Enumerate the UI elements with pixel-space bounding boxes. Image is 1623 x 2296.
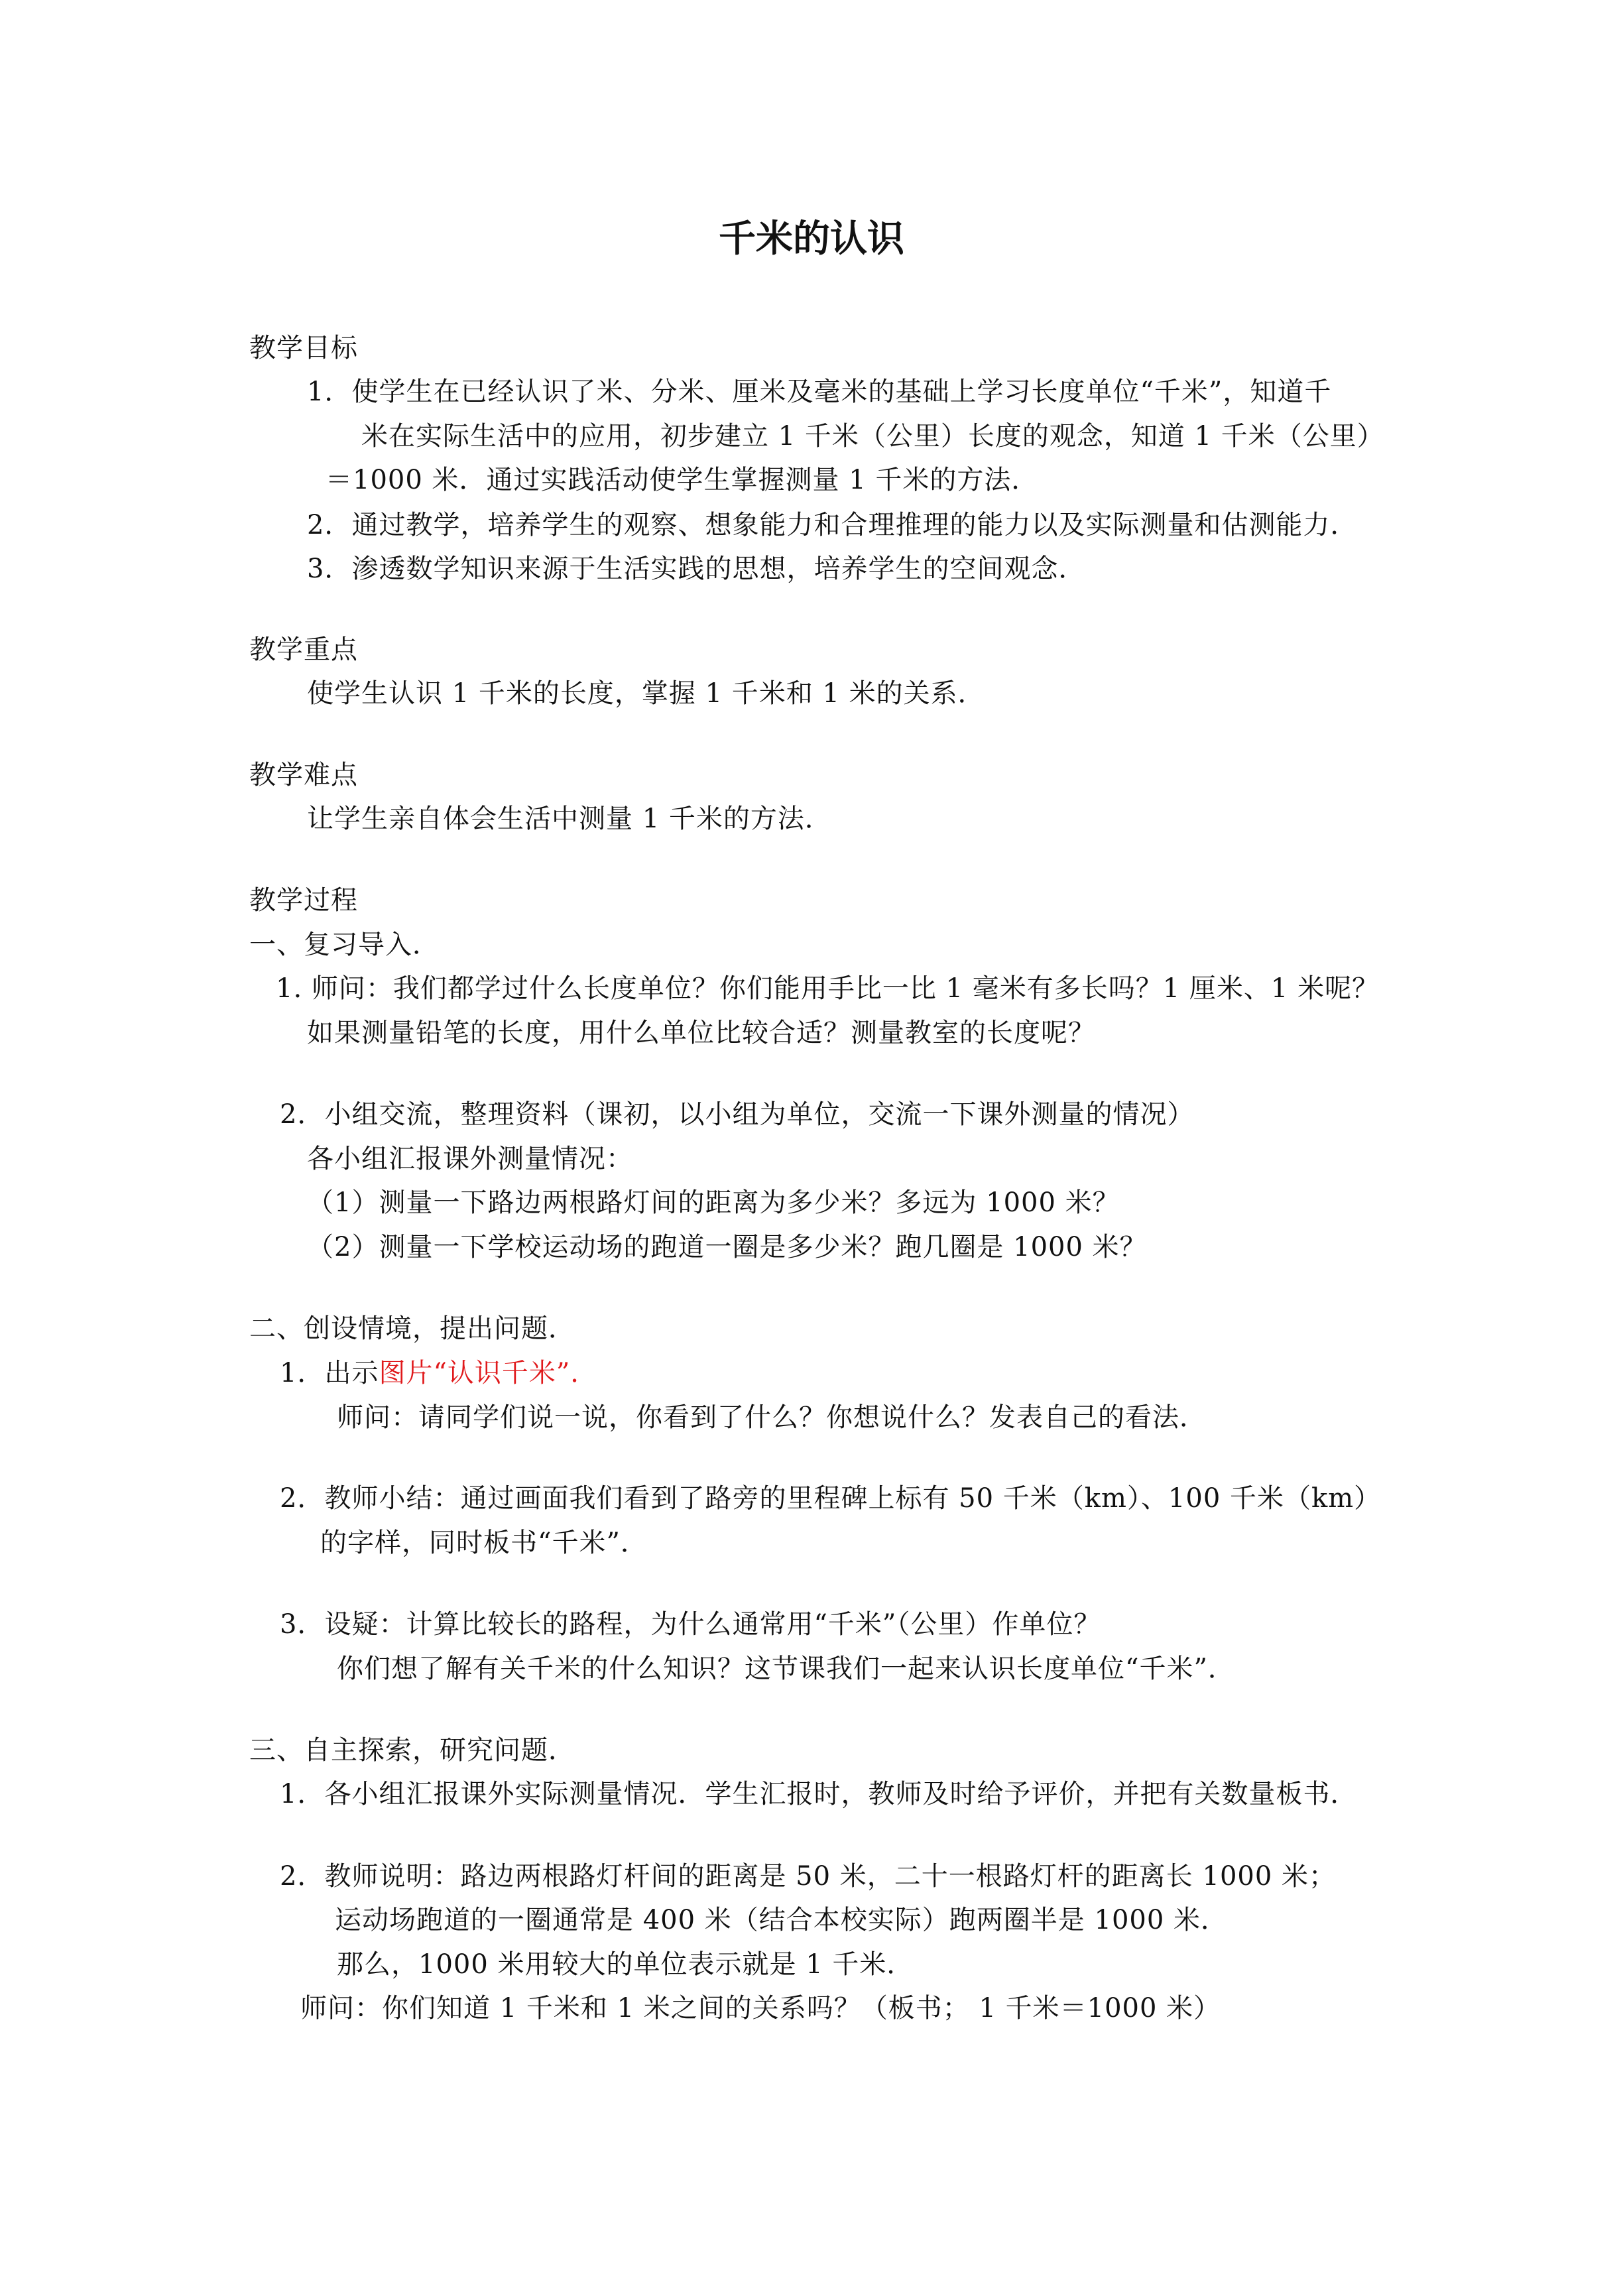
section-2-point-3-line-2: 你们想了解有关千米的什么知识？这节课我们一起来认识长度单位“千米”． xyxy=(337,1654,1235,1684)
section-1-point-2-line-2: 各小组汇报课外测量情况： xyxy=(307,1144,633,1174)
objective-1-line-3: ＝1000 米．通过实践活动使学生掌握测量 1 千米的方法． xyxy=(326,465,1039,495)
key-point-text: 使学生认识 1 千米的长度，掌握 1 千米和 1 米的关系． xyxy=(307,678,985,709)
picture-reference-link: 图片“认识千米”． xyxy=(379,1358,598,1388)
section-2-point-1-line-2: 师问：请同学们说一说，你看到了什么？你想说什么？发表自己的看法． xyxy=(337,1402,1207,1433)
section-1-sub-item-1: （1）测量一下路边两根路灯间的距离为多少米？多远为 1000 米？ xyxy=(307,1187,1120,1218)
difficulty-heading: 教学难点 xyxy=(249,760,358,790)
objective-1-line-2: 米在实际生活中的应用，初步建立 1 千米（公里）长度的观念，知道 1 千米（公里） xyxy=(361,421,1384,452)
section-3-heading: 三、自主探索，研究问题． xyxy=(249,1735,575,1766)
section-1-point-1-line-1: 1. 师问：我们都学过什么长度单位？你们能用手比一比 1 毫米有多长吗？1 厘米、1 米呢？ xyxy=(276,973,1380,1004)
section-2-point-2-line-2: 的字样，同时板书“千米”． xyxy=(320,1528,648,1558)
objective-1-line-1: 1．使学生在已经认识了米、分米、厘米及毫米的基础上学习长度单位“千米”，知道千 xyxy=(307,377,1332,407)
process-heading: 教学过程 xyxy=(249,885,358,916)
section-3-point-1: 1．各小组汇报课外实际测量情况．学生汇报时，教师及时给予评价，并把有关数量板书． xyxy=(280,1779,1358,1809)
section-1-heading: 一、复习导入． xyxy=(249,930,440,960)
section-2-point-1-prefix: 1．出示 xyxy=(280,1358,379,1388)
section-1-point-2-line-1: 2．小组交流，整理资料（课初，以小组为单位，交流一下课外测量的情况） xyxy=(280,1099,1195,1130)
difficulty-text: 让学生亲自体会生活中测量 1 千米的方法． xyxy=(307,804,832,834)
objective-3: 3．渗透数学知识来源于生活实践的思想，培养学生的空间观念． xyxy=(307,554,1086,584)
section-3-point-2-line-2: 运动场跑道的一圈通常是 400 米（结合本校实际）跑两圈半是 1000 米． xyxy=(335,1905,1229,1935)
section-2-point-2-line-1: 2．教师小结：通过画面我们看到了路旁的里程碑上标有 50 千米（km）、100 千米（km） xyxy=(280,1483,1382,1514)
key-point-heading: 教学重点 xyxy=(249,634,358,665)
objective-2: 2．通过教学，培养学生的观察、想象能力和合理推理的能力以及实际测量和估测能力． xyxy=(307,510,1358,540)
section-1-point-1-line-2: 如果测量铅笔的长度，用什么单位比较合适？测量教室的长度呢？ xyxy=(307,1018,1095,1048)
section-2-point-3-line-1: 3．设疑：计算比较长的路程，为什么通常用“千米”（公里）作单位？ xyxy=(280,1609,1101,1640)
section-2-point-1-line-1 xyxy=(280,1355,597,1392)
section-1-sub-item-2: （2）测量一下学校运动场的跑道一圈是多少米？跑几圈是 1000 米？ xyxy=(307,1232,1147,1262)
section-3-point-2-line-4: 师问：你们知道 1 千米和 1 米之间的关系吗？（板书； 1 千米＝1000 米） xyxy=(300,1993,1221,2024)
page-title: 千米的认识 xyxy=(719,217,904,261)
section-2-heading: 二、创设情境，提出问题． xyxy=(249,1313,575,1344)
objectives-heading: 教学目标 xyxy=(249,333,358,363)
section-3-point-2-line-3: 那么，1000 米用较大的单位表示就是 1 千米． xyxy=(337,1949,914,1980)
section-3-point-2-line-1: 2．教师说明：路边两根路灯杆间的距离是 50 米，二十一根路灯杆的距离长 1000 米； xyxy=(280,1861,1337,1892)
